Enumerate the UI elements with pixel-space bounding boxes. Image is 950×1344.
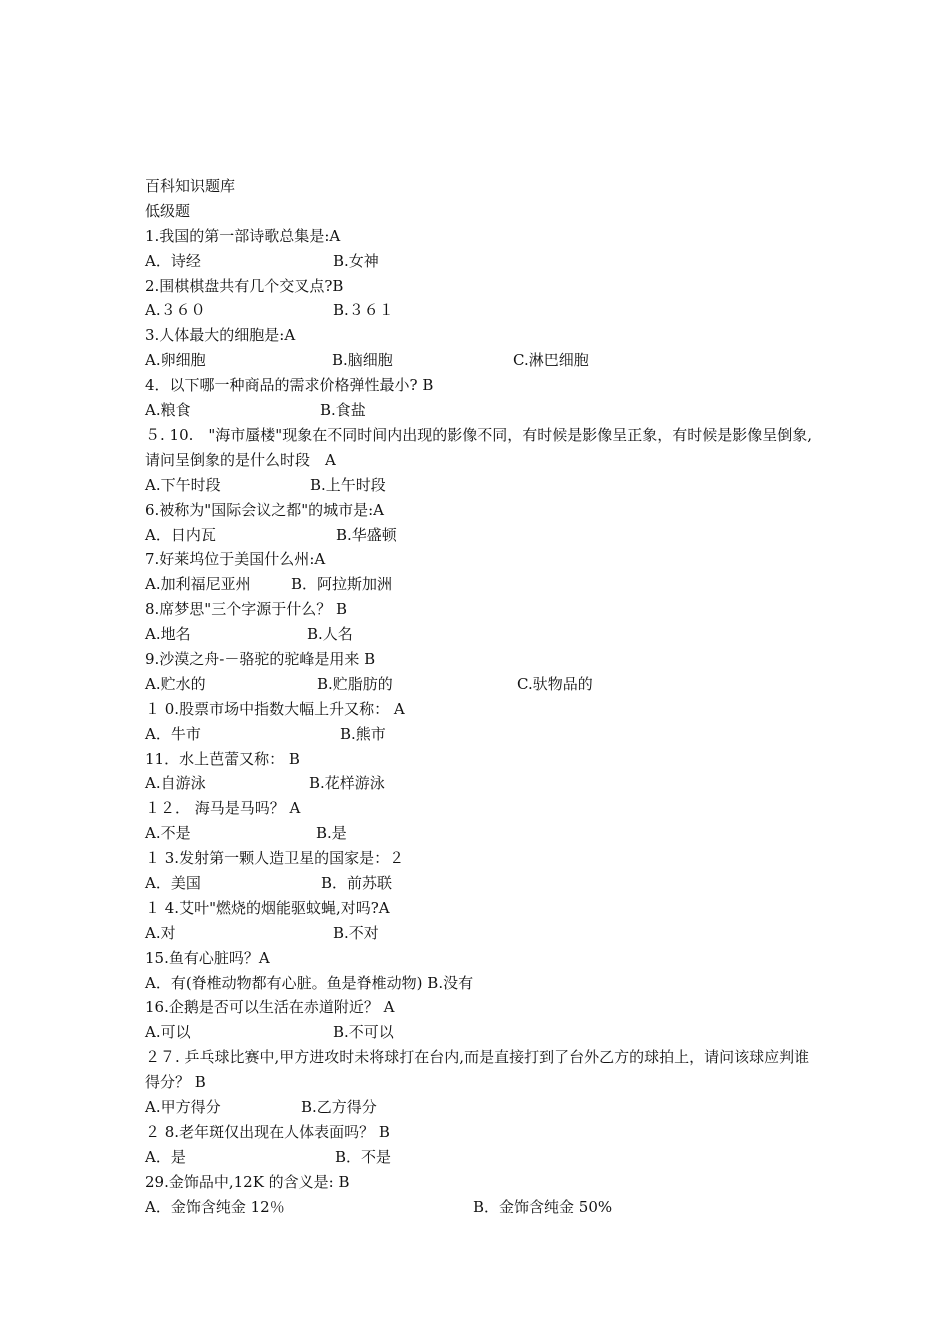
option-29b: B．金饰含纯金 50% [473,1197,613,1216]
option-16b: B.不可以 [333,1023,394,1042]
options-27 [145,1095,815,1120]
question-4: 4．以下哪一种商品的需求价格弹性最小? B [145,376,434,395]
question-10: １ 0.股票市场中指数大幅上升又称： A [145,699,405,718]
option-1a: A．诗经 [145,251,201,270]
options-13 [145,871,815,896]
option-2b: B.３６１ [333,301,394,320]
question-14: １ 4.艾叶"燃烧的烟能驱蚊蝇,对吗?A [145,898,390,917]
option-7a: A.加利福尼亚州 [145,575,251,594]
option-13a: A．美国 [145,873,201,892]
option-28b: B．不是 [335,1147,392,1166]
options-29 [145,1195,815,1220]
options-28 [145,1145,815,1170]
option-5a: A.下午时段 [145,475,221,494]
question-12: １２． 海马是马吗？ A [145,799,301,818]
doc-title: 百科知识题库 [145,177,236,195]
options-4 [145,398,815,423]
option-2a: A.３６０ [145,301,206,320]
question-5: ５. 10. "海市蜃楼"现象在不同时间内出现的影像不同，有时候是影像呈正象，有时候是影像呈倒象,请问呈倒象的是什么时段 A [145,425,812,469]
option-12a: A.不是 [145,824,191,843]
options-2 [145,298,815,323]
option-3a: A.卵细胞 [145,351,206,370]
question-29: 29.金饰品中,12K 的含义是: B [145,1172,350,1191]
option-5b: B.上午时段 [310,475,386,494]
option-28a: A．是 [145,1147,186,1166]
question-3: 3.人体最大的细胞是:A [145,326,296,345]
option-4a: A.粮食 [145,401,191,420]
option-29a: A．金饰含纯金 12％ [145,1197,285,1216]
option-6b: B.华盛顿 [336,525,397,544]
options-5 [145,473,815,498]
question-6: 6.被称为"国际会议之都"的城市是:A [145,500,384,519]
option-9c: C.驮物品的 [517,674,593,693]
options-14 [145,921,815,946]
question-8: 8.席梦思"三个字源于什么？ B [145,600,348,619]
option-11b: B.花样游泳 [309,774,385,793]
option-8b: B.人名 [307,625,353,644]
options-6 [145,523,815,548]
question-9: 9.沙漠之舟-－骆驼的驼峰是用来 B [145,649,376,668]
question-7: 7.好莱坞位于美国什么州:A [145,550,326,569]
option-7b: B．阿拉斯加洲 [291,575,393,594]
option-16a: A.可以 [145,1023,191,1042]
options-12 [145,821,815,846]
question-16: 16.企鹅是否可以生活在赤道附近？ A [145,998,395,1017]
question-2: 2.围棋棋盘共有几个交叉点?B [145,276,344,295]
option-10a: A．牛市 [145,724,201,743]
option-9a: A.贮水的 [145,674,206,693]
options-8 [145,622,815,647]
option-9b: B.贮脂肪的 [317,674,393,693]
option-3c: C.淋巴细胞 [513,351,589,370]
options-1 [145,249,815,274]
question-15: 15.鱼有心脏吗？A [145,948,270,967]
option-27b: B.乙方得分 [301,1098,377,1117]
option-3b: B.脑细胞 [332,351,393,370]
option-6a: A．日内瓦 [145,525,216,544]
option-1b: B.女神 [333,251,379,270]
options-16 [145,1020,815,1045]
option-14a: A.对 [145,923,176,942]
document-body [145,174,815,1219]
option-4b: B.食盐 [320,401,366,420]
option-27a: A.甲方得分 [145,1098,221,1117]
option-10b: B.熊市 [340,724,386,743]
question-27: ２７. 乒乓球比赛中,甲方进攻时未将球打在台内,而是直接打到了台外乙方的球拍上，请问该球应判谁得分？ B [145,1048,810,1092]
options-7 [145,572,815,597]
section-heading: 低级题 [145,201,191,220]
option-11a: A.自游泳 [145,774,206,793]
option-14b: B.不对 [333,923,379,942]
option-12b: B.是 [316,824,347,843]
options-10 [145,722,815,747]
options-11 [145,771,815,796]
question-11: 11．水上芭蕾又称： B [145,749,300,768]
options-3 [145,348,815,373]
question-13: １ 3.发射第一颗人造卫星的国家是：２ [145,849,405,868]
question-1: 1.我国的第一部诗歌总集是:A [145,226,341,245]
option-15a: A．有(脊椎动物都有心脏。鱼是脊椎动物) B.没有 [145,973,474,992]
options-9 [145,672,815,697]
option-8a: A.地名 [145,625,191,644]
option-13b: B．前苏联 [321,873,393,892]
question-28: ２ 8.老年斑仅出现在人体表面吗？ B [145,1122,390,1141]
options-15 [145,971,815,996]
